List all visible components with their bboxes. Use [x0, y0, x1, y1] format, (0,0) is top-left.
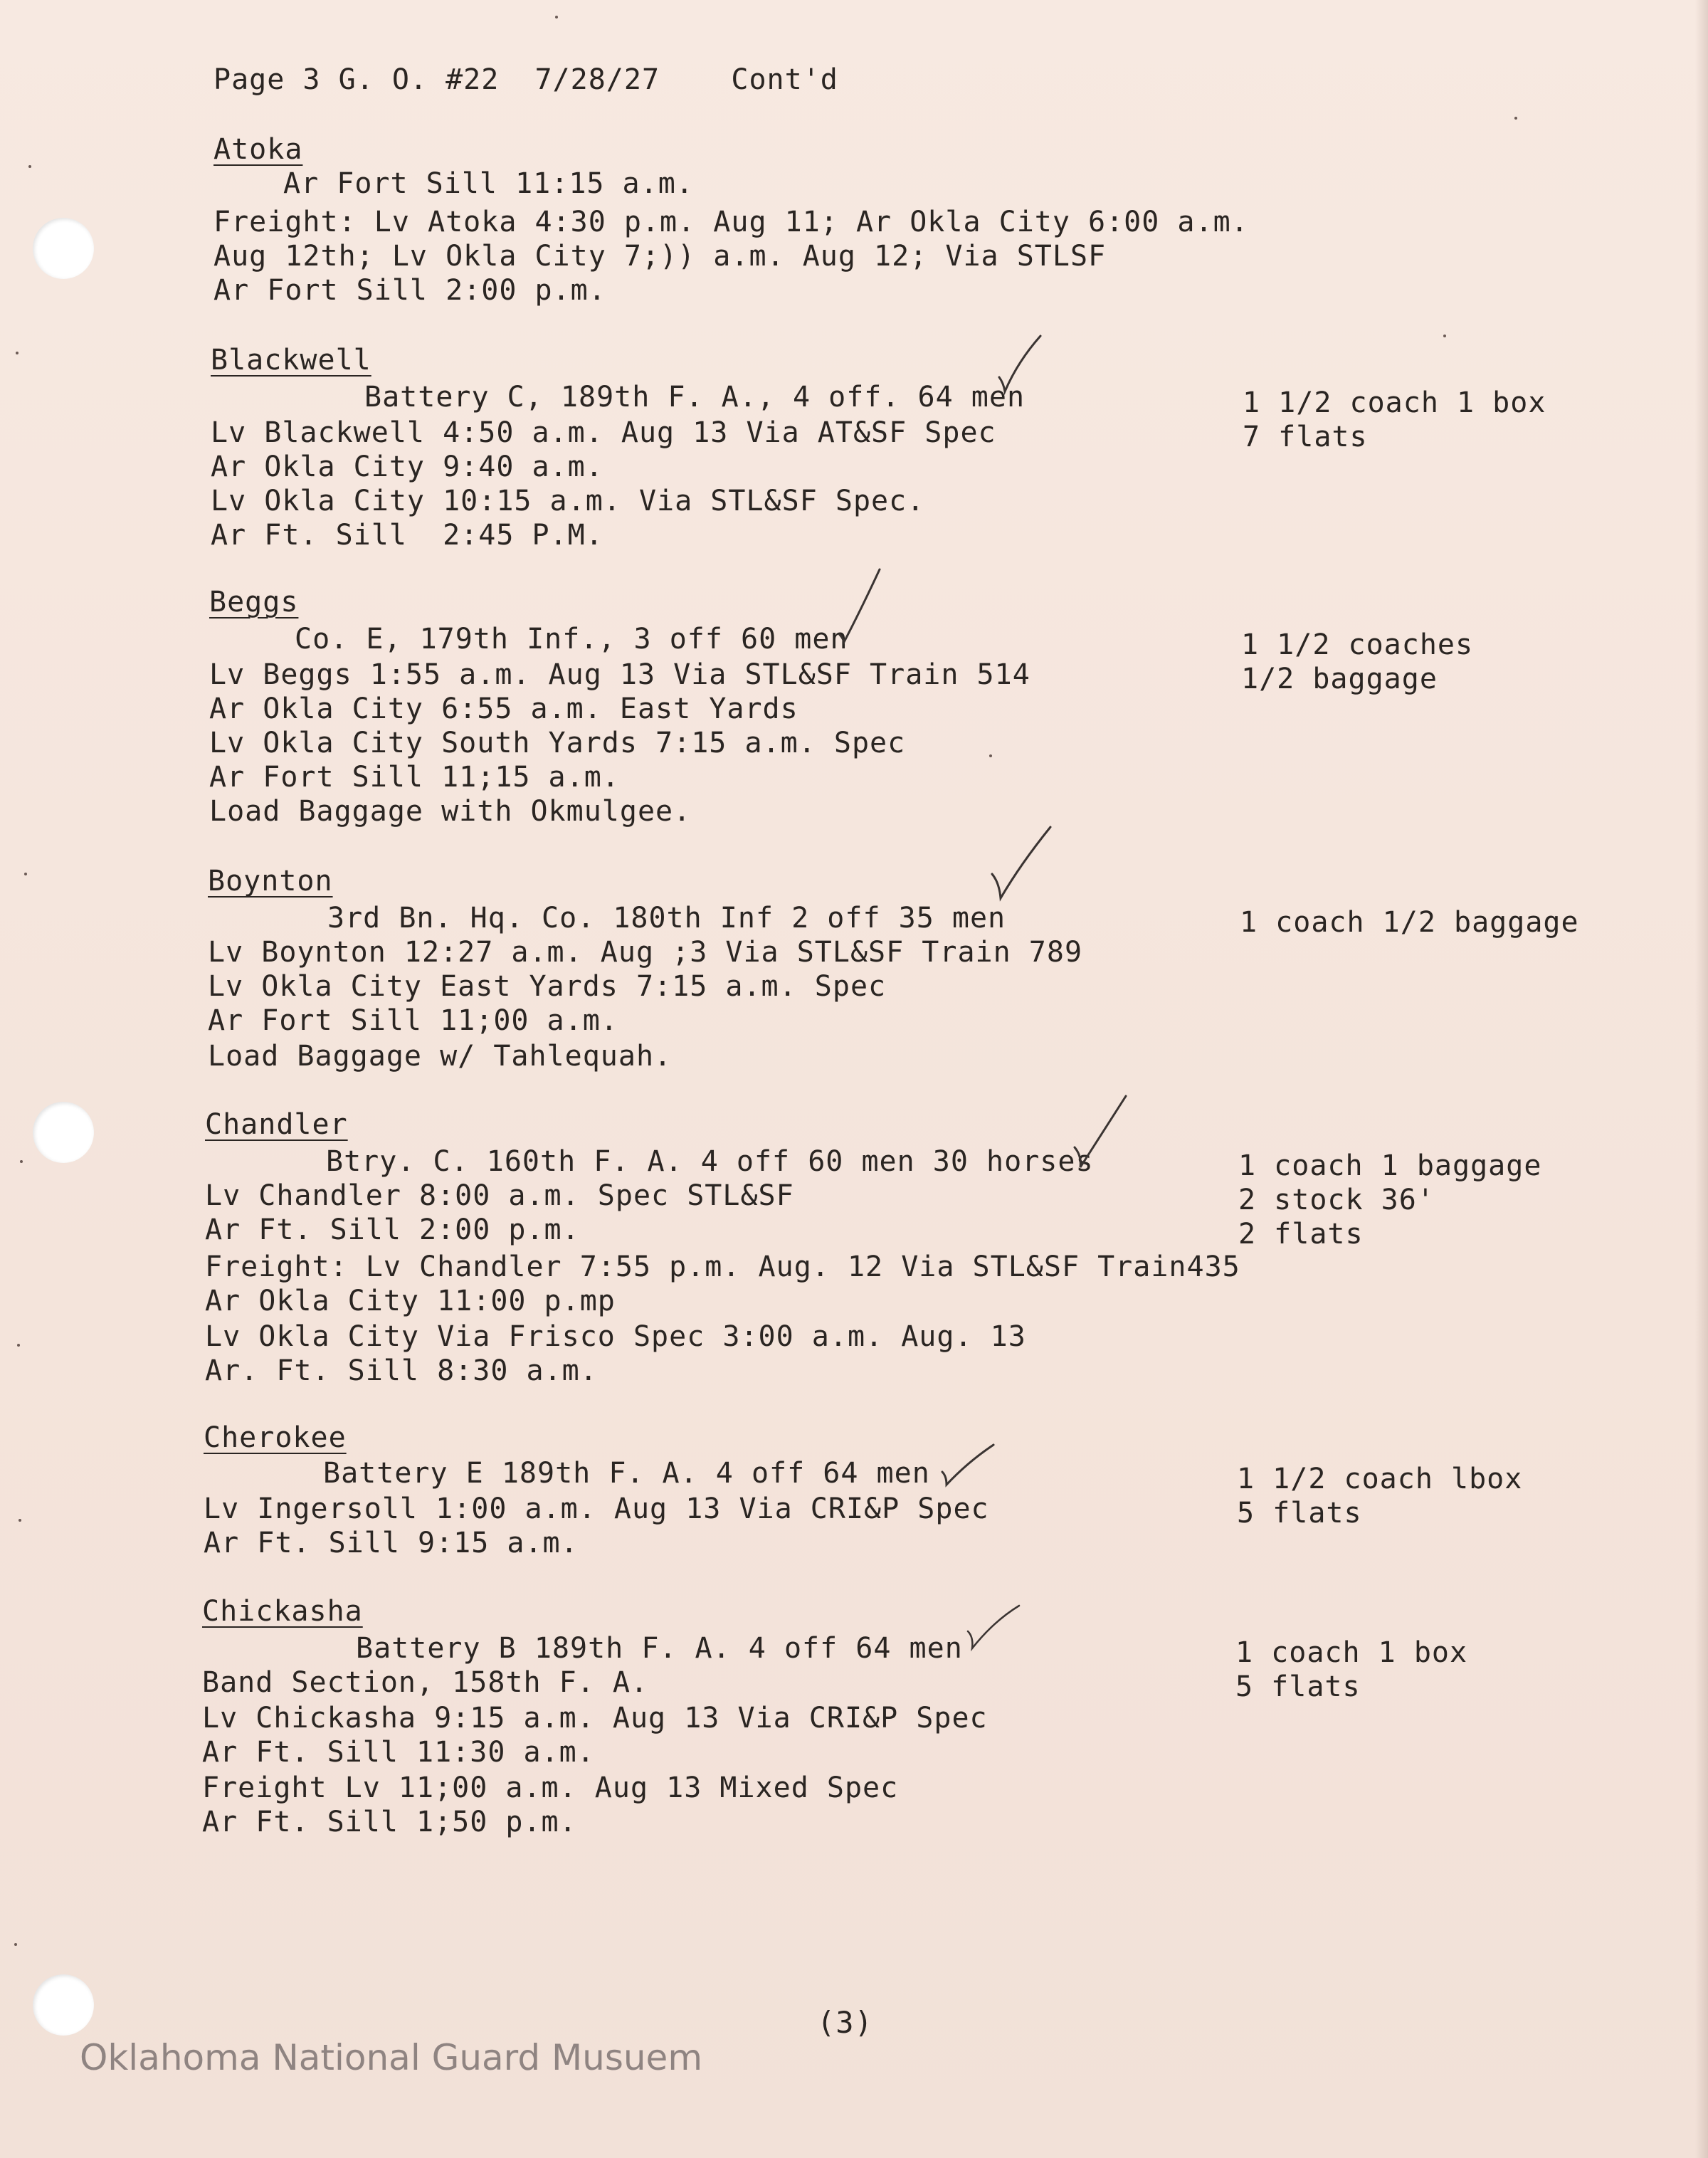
- unit-line: Battery E 189th F. A. 4 off 64 men: [323, 1457, 930, 1490]
- equipment-line: 2 flats: [1238, 1218, 1364, 1251]
- schedule-line: Ar Ft. Sill 11:30 a.m.: [202, 1736, 595, 1769]
- schedule-line: Freight: Lv Chandler 7:55 p.m. Aug. 12 Via STL&SF Train435: [205, 1251, 1240, 1283]
- binder-hole-middle: [33, 1102, 94, 1163]
- equipment-line: 1 coach 1 baggage: [1238, 1149, 1542, 1182]
- section-heading-chickasha: Chickasha: [202, 1595, 363, 1628]
- schedule-line: Ar Fort Sill 11;15 a.m.: [209, 761, 620, 794]
- paper-speck: [19, 1519, 21, 1522]
- check-mark-icon: [939, 1441, 996, 1490]
- equipment-line: 1 1/2 coach 1 box: [1243, 386, 1546, 419]
- section-heading-cherokee: Cherokee: [204, 1421, 347, 1454]
- check-mark-icon: [1072, 1093, 1129, 1172]
- unit-line: Battery C, 189th F. A., 4 off. 64 men: [364, 381, 1026, 414]
- check-mark-icon: [965, 1603, 1022, 1653]
- paper-speck: [16, 352, 19, 354]
- unit-line: Ar Fort Sill 11:15 a.m.: [283, 167, 694, 200]
- equipment-line: 1 1/2 coach lbox: [1237, 1463, 1523, 1495]
- schedule-line: Ar Okla City 9:40 a.m.: [211, 451, 603, 483]
- paper-speck: [28, 165, 31, 168]
- schedule-line: Lv Okla City South Yards 7:15 a.m. Spec: [209, 727, 906, 759]
- unit-line: Battery B 189th F. A. 4 off 64 men: [356, 1632, 963, 1665]
- schedule-line: Lv Okla City 10:15 a.m. Via STL&SF Spec.: [211, 485, 925, 517]
- schedule-line: Lv Okla City Via Frisco Spec 3:00 a.m. Aug. 13: [205, 1320, 1026, 1353]
- schedule-line: Ar Ft. Sill 2:00 p.m.: [205, 1214, 580, 1246]
- schedule-line: Lv Okla City East Yards 7:15 a.m. Spec: [208, 970, 887, 1003]
- equipment-line: 1 coach 1 box: [1235, 1636, 1468, 1669]
- paper-speck: [555, 16, 558, 19]
- schedule-line: Freight: Lv Atoka 4:30 p.m. Aug 11; Ar Okla City 6:00 a.m.: [214, 206, 1249, 238]
- paper-speck: [20, 1160, 23, 1163]
- schedule-line: Band Section, 158th F. A.: [202, 1666, 649, 1699]
- schedule-line: Ar Ft. Sill 2:45 P.M.: [211, 519, 603, 552]
- schedule-line: Ar Fort Sill 11;00 a.m.: [208, 1004, 618, 1037]
- paper-speck: [1443, 335, 1446, 337]
- equipment-line: 1 1/2 coaches: [1241, 628, 1474, 661]
- section-heading-blackwell: Blackwell: [211, 344, 371, 377]
- paper-speck: [17, 1344, 20, 1347]
- check-mark-icon: [989, 824, 1053, 902]
- schedule-line: Aug 12th; Lv Okla City 7;)) a.m. Aug 12; Via STLSF: [214, 240, 1107, 273]
- schedule-line: Load Baggage w/ Tahlequah.: [208, 1040, 673, 1073]
- equipment-line: 5 flats: [1237, 1497, 1362, 1530]
- unit-line: 3rd Bn. Hq. Co. 180th Inf 2 off 35 men: [327, 902, 1006, 935]
- binder-hole-top: [33, 218, 94, 279]
- schedule-line: Ar Okla City 11:00 p.mp: [205, 1285, 616, 1317]
- equipment-line: 5 flats: [1235, 1670, 1361, 1703]
- equipment-line: 1/2 baggage: [1241, 663, 1438, 695]
- section-heading-beggs: Beggs: [209, 586, 299, 619]
- check-mark-icon: [996, 333, 1046, 397]
- unit-line: Co. E, 179th Inf., 3 off 60 men: [295, 623, 848, 656]
- paper-speck: [24, 873, 27, 875]
- section-heading-boynton: Boynton: [208, 865, 333, 898]
- schedule-line: Lv Ingersoll 1:00 a.m. Aug 13 Via CRI&P Spec: [204, 1493, 989, 1525]
- schedule-line: Ar Ft. Sill 9:15 a.m.: [204, 1527, 579, 1559]
- unit-line: Btry. C. 160th F. A. 4 off 60 men 30 horses: [326, 1145, 1094, 1178]
- museum-watermark: Oklahoma National Guard Musuem: [80, 2037, 703, 2078]
- schedule-line: Ar Ft. Sill 1;50 p.m.: [202, 1806, 577, 1838]
- equipment-line: 1 coach 1/2 baggage: [1240, 906, 1579, 939]
- schedule-line: Ar Okla City 6:55 a.m. East Yards: [209, 693, 798, 725]
- page-number: (3): [817, 2005, 873, 2040]
- paper-speck: [14, 1943, 17, 1946]
- schedule-line: Lv Chandler 8:00 a.m. Spec STL&SF: [205, 1179, 794, 1212]
- schedule-line: Lv Beggs 1:55 a.m. Aug 13 Via STL&SF Train 514: [209, 658, 1030, 691]
- section-heading-chandler: Chandler: [205, 1108, 348, 1141]
- paper-speck: [1514, 117, 1517, 120]
- schedule-line: Lv Boynton 12:27 a.m. Aug ;3 Via STL&SF Train 789: [208, 936, 1083, 969]
- schedule-line: Lv Chickasha 9:15 a.m. Aug 13 Via CRI&P Spec: [202, 1702, 988, 1735]
- equipment-line: 7 flats: [1243, 421, 1368, 453]
- schedule-line: Freight Lv 11;00 a.m. Aug 13 Mixed Spec: [202, 1772, 899, 1804]
- schedule-line: Ar. Ft. Sill 8:30 a.m.: [205, 1354, 598, 1387]
- page-edge-shadow: [1695, 0, 1708, 2158]
- section-heading-atoka: Atoka: [214, 133, 303, 166]
- paper-speck: [989, 754, 992, 757]
- schedule-line: Ar Fort Sill 2:00 p.m.: [214, 274, 606, 307]
- schedule-line: Load Baggage with Okmulgee.: [209, 795, 692, 828]
- equipment-line: 2 stock 36': [1238, 1184, 1435, 1216]
- page-header: Page 3 G. O. #22 7/28/27 Cont'd: [214, 63, 838, 96]
- check-mark-icon: [837, 567, 882, 645]
- schedule-line: Lv Blackwell 4:50 a.m. Aug 13 Via AT&SF Spec: [211, 416, 996, 449]
- binder-hole-bottom: [33, 1974, 94, 2036]
